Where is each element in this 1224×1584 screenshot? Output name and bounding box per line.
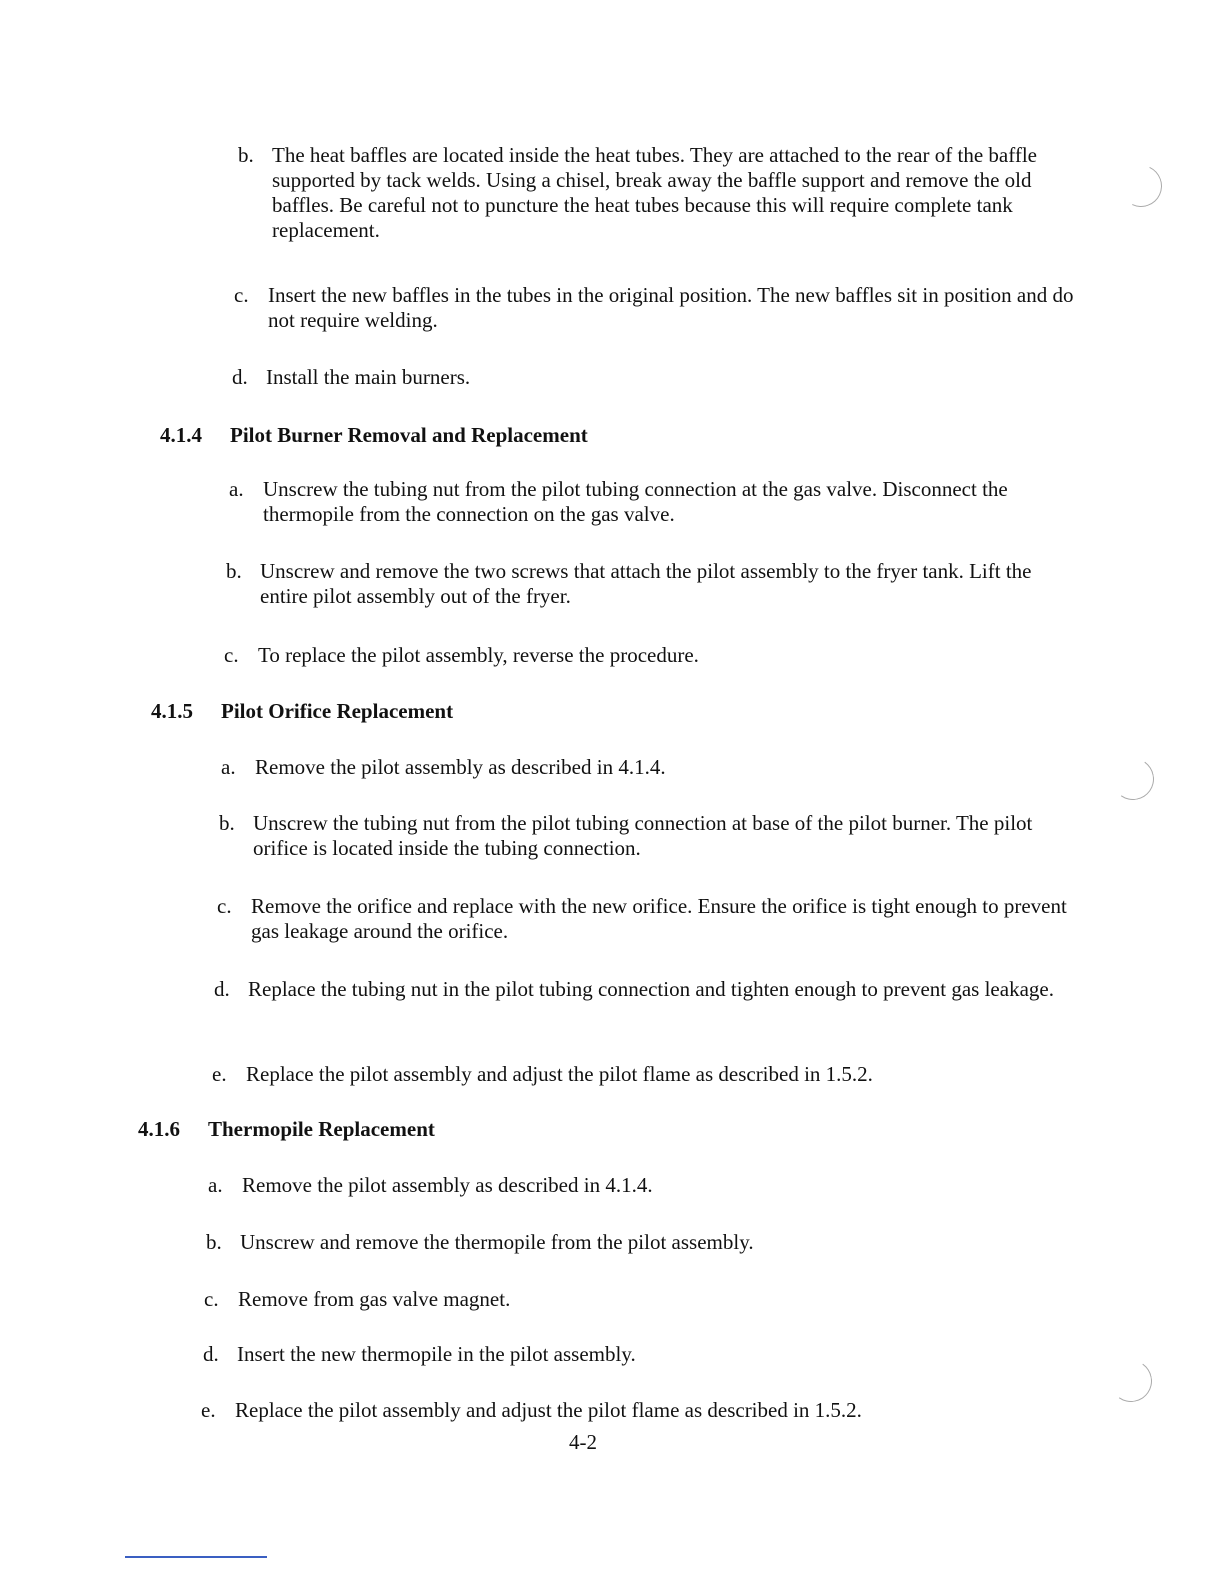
item-letter: c. xyxy=(217,894,232,918)
list-item xyxy=(214,977,1064,1002)
binder-hole-mark xyxy=(1109,755,1158,804)
item-letter: c. xyxy=(204,1287,219,1311)
item-text: Unscrew and remove the thermopile from the pilot assembly. xyxy=(240,1230,754,1254)
list-item xyxy=(232,365,1082,390)
item-letter: d. xyxy=(232,365,248,389)
item-text: Unscrew the tubing nut from the pilot tubing connection at base of the pilot burner. The pilot orifice is located inside the tubing connection. xyxy=(253,811,1033,860)
list-item xyxy=(221,755,1071,780)
item-letter: e. xyxy=(201,1398,216,1422)
item-letter: e. xyxy=(212,1062,227,1086)
section-heading xyxy=(151,699,453,724)
list-item xyxy=(238,143,1088,243)
binder-hole-mark xyxy=(1107,1357,1156,1406)
section-number: 4.1.5 xyxy=(151,699,193,723)
list-item xyxy=(201,1398,1051,1423)
item-letter: b. xyxy=(206,1230,222,1254)
item-text: Replace the tubing nut in the pilot tubing connection and tighten enough to prevent gas leakage. xyxy=(248,977,1054,1001)
item-letter: d. xyxy=(214,977,230,1001)
list-item xyxy=(226,559,1076,609)
list-item xyxy=(212,1062,1062,1087)
section-title: Pilot Orifice Replacement xyxy=(221,699,454,723)
section-title: Thermopile Replacement xyxy=(208,1117,435,1141)
item-text: Insert the new baffles in the tubes in the original position. The new baffles sit in position and do not require welding. xyxy=(268,283,1074,332)
section-number: 4.1.4 xyxy=(160,423,202,447)
binder-hole-mark xyxy=(1114,159,1168,213)
list-item xyxy=(224,643,1074,668)
list-item xyxy=(234,283,1084,333)
page-number: 4-2 xyxy=(569,1430,597,1454)
item-letter: b. xyxy=(226,559,242,583)
list-item xyxy=(206,1230,1056,1255)
item-letter: c. xyxy=(224,643,239,667)
scan-edge-line xyxy=(125,1556,267,1558)
item-text: Remove the pilot assembly as described in 4.1.4. xyxy=(255,755,666,779)
item-text: Install the main burners. xyxy=(266,365,471,389)
item-letter: a. xyxy=(208,1173,223,1197)
item-letter: d. xyxy=(203,1342,219,1366)
item-text: Remove the pilot assembly as described in 4.1.4. xyxy=(242,1173,653,1197)
list-item xyxy=(204,1287,1054,1312)
section-heading xyxy=(138,1117,435,1142)
item-text: The heat baffles are located inside the heat tubes. They are attached to the rear of the baffle supported by tack welds. Using a chisel, break away the baffle support and remove the old baffles. Be careful not to puncture the heat tubes because this will require complete tank replacement. xyxy=(272,143,1037,242)
item-letter: b. xyxy=(219,811,235,835)
item-text: Replace the pilot assembly and adjust the pilot flame as described in 1.5.2. xyxy=(235,1398,862,1422)
item-text: Remove from gas valve magnet. xyxy=(238,1287,511,1311)
item-text: Unscrew the tubing nut from the pilot tubing connection at the gas valve. Disconnect the thermopile from the connection on the gas valve. xyxy=(263,477,1008,526)
item-letter: b. xyxy=(238,143,254,167)
section-number: 4.1.6 xyxy=(138,1117,180,1141)
list-item xyxy=(219,811,1069,861)
list-item xyxy=(229,477,1079,527)
item-text: Remove the orifice and replace with the new orifice. Ensure the orifice is tight enough to prevent gas leakage around the orifice. xyxy=(251,894,1067,943)
section-heading xyxy=(160,423,588,448)
item-text: Replace the pilot assembly and adjust the pilot flame as described in 1.5.2. xyxy=(246,1062,873,1086)
item-text: Insert the new thermopile in the pilot assembly. xyxy=(237,1342,636,1366)
section-title: Pilot Burner Removal and Replacement xyxy=(230,423,588,447)
item-letter: a. xyxy=(221,755,236,779)
list-item xyxy=(217,894,1067,944)
list-item xyxy=(203,1342,1053,1367)
item-text: To replace the pilot assembly, reverse the procedure. xyxy=(258,643,699,667)
item-letter: c. xyxy=(234,283,249,307)
item-text: Unscrew and remove the two screws that attach the pilot assembly to the fryer tank. Lift the entire pilot assembly out of the fryer. xyxy=(260,559,1032,608)
item-letter: a. xyxy=(229,477,244,501)
list-item xyxy=(208,1173,1058,1198)
